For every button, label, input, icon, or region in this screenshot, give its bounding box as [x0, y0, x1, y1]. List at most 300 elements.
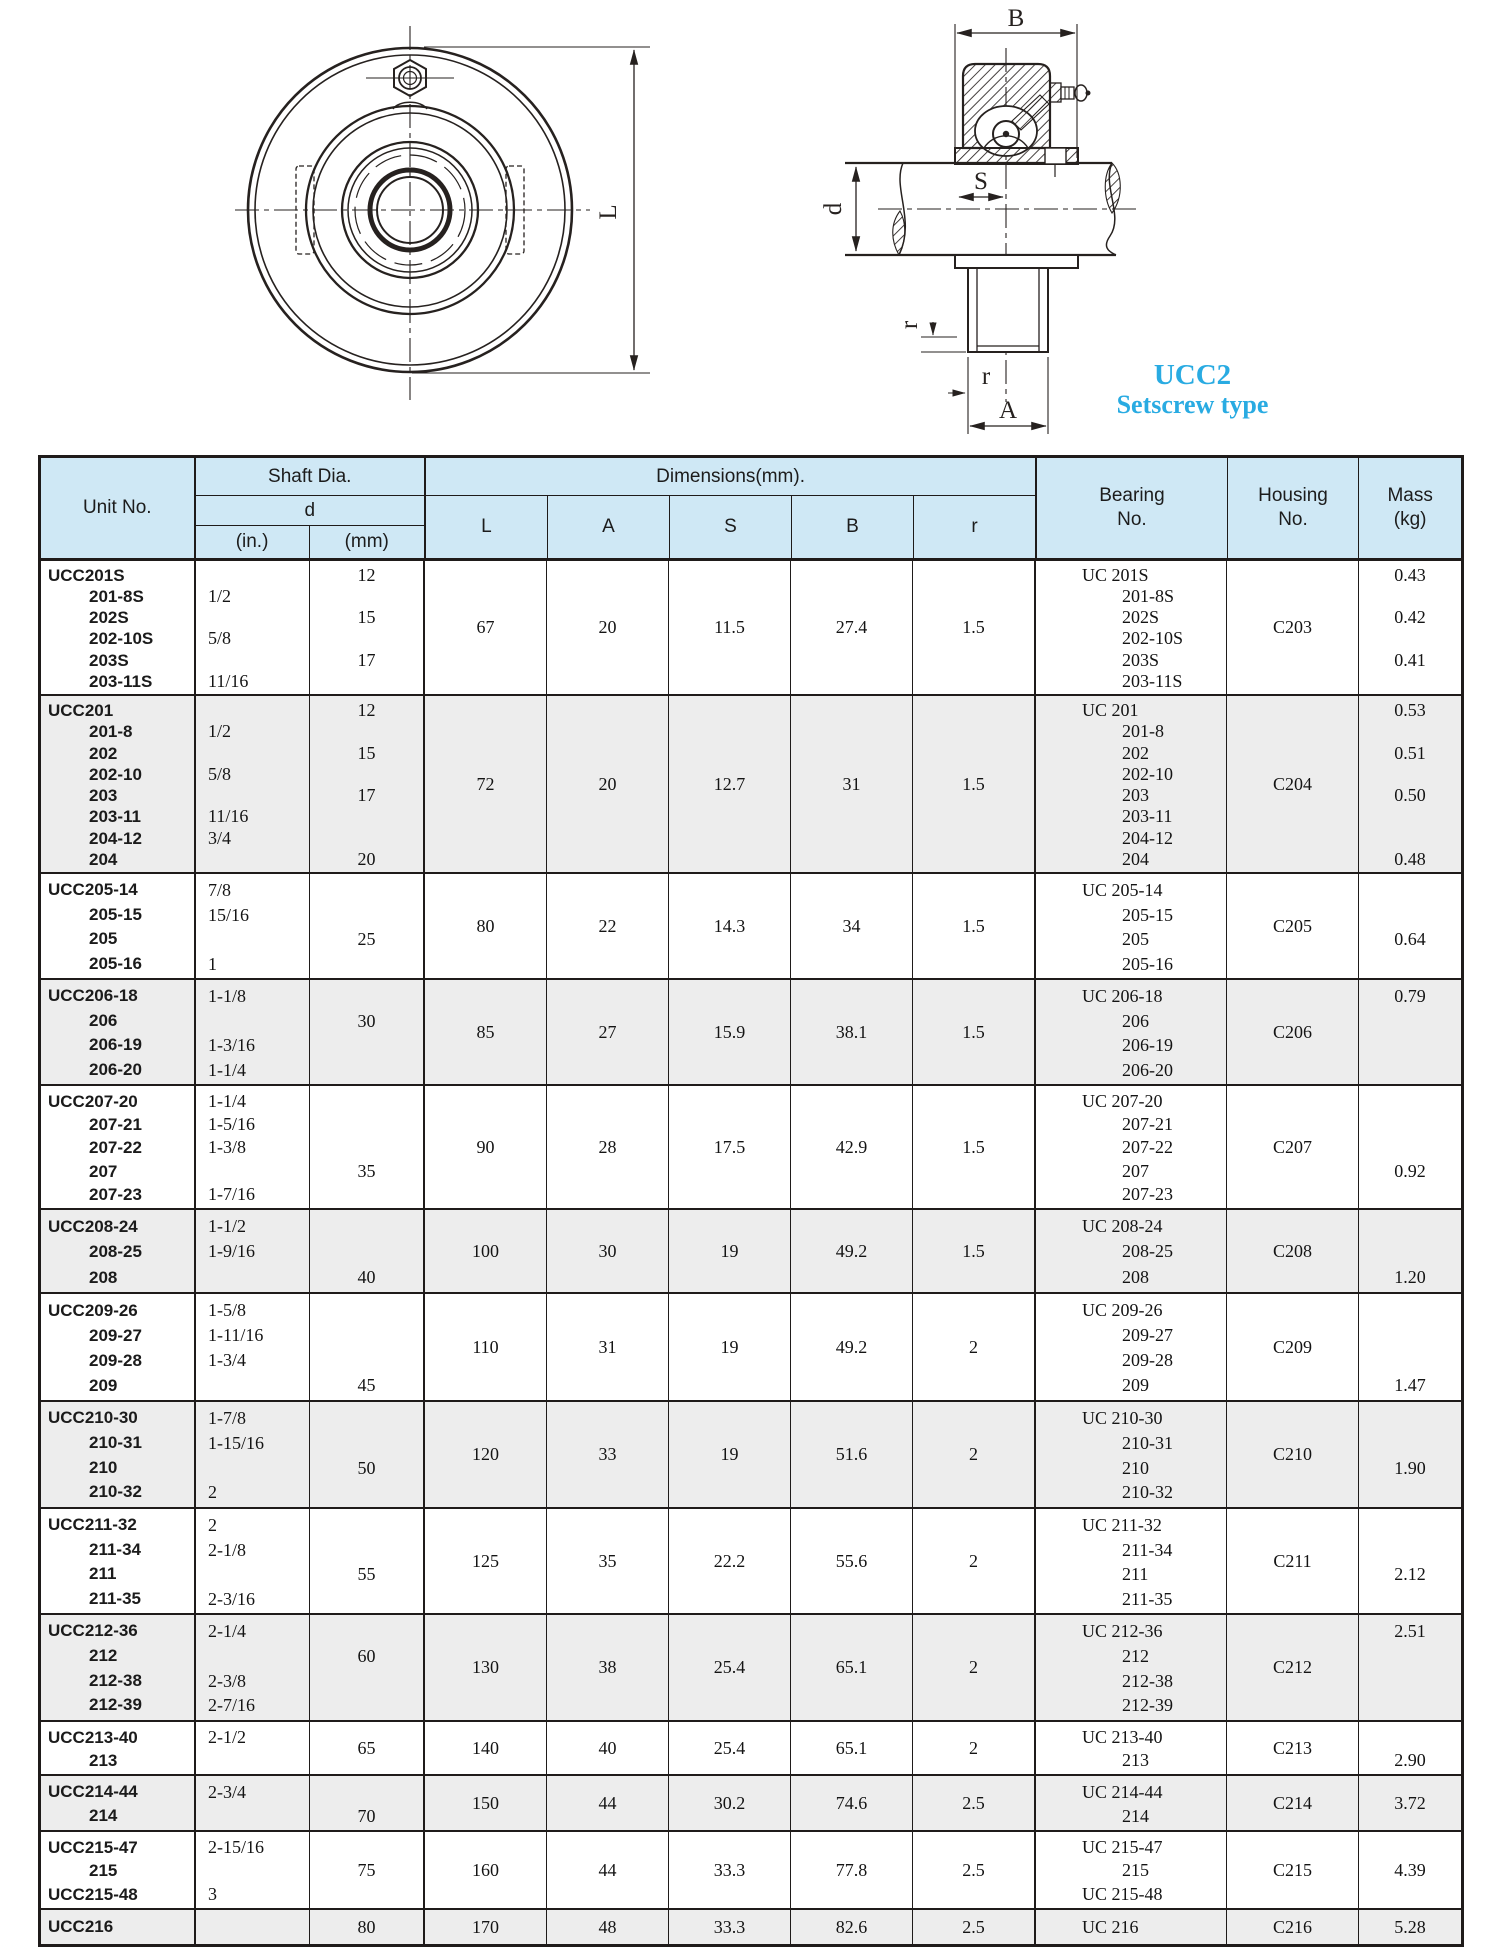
dim-r-cell: 1.5 — [913, 980, 1036, 1084]
housing-no-cell: C206 — [1227, 980, 1359, 1084]
shaft-dia-in — [196, 785, 309, 806]
shaft-dia-mm: 60 — [357, 1645, 376, 1666]
dim-label-B: B — [1007, 5, 1025, 32]
shaft-dia-mm-cell — [310, 874, 425, 978]
shaft-dia-mm: 12 — [357, 565, 376, 585]
dim-label-A: A — [998, 397, 1018, 424]
shaft-dia-in: 1-1/4 — [208, 1091, 246, 1111]
shaft-dia-in — [196, 743, 309, 764]
dim-S-cell: 25.4 — [669, 1615, 791, 1720]
unit-no: UCC201S — [48, 566, 125, 585]
shaft-dia-d-label: d — [196, 496, 424, 526]
bearing-no: UC 215-48 — [1082, 1883, 1163, 1904]
shaft-dia-in-cell — [196, 1210, 310, 1292]
shaft-dia-mm-cell — [310, 696, 425, 872]
shaft-dia-in: 1-5/16 — [208, 1114, 255, 1135]
bearing-no: 211-35 — [1122, 1588, 1173, 1609]
unit-no-cell — [41, 1776, 196, 1830]
shaft-dia-mm — [310, 1587, 423, 1612]
unit-no: 204-12 — [89, 828, 142, 848]
shaft-dia-in — [196, 849, 309, 870]
shaft-dia-mm — [310, 1669, 423, 1694]
shaft-dia-in: 5/8 — [208, 628, 232, 649]
table-row — [41, 874, 1461, 980]
bearing-no-cell — [1036, 1910, 1227, 1944]
bearing-no: 206 — [1122, 1010, 1149, 1031]
bearing-no: UC 214-44 — [1082, 1782, 1163, 1802]
shaft-dia-in: 2-1/4 — [208, 1621, 246, 1641]
dim-S-cell: 33.3 — [669, 1910, 791, 1944]
housing-no-cell: C205 — [1227, 874, 1359, 978]
dim-r-cell: 2 — [913, 1294, 1036, 1400]
shaft-dia-in-cell — [196, 1832, 310, 1908]
shaft-dia-in: 1/2 — [208, 586, 232, 607]
dim-r-cell: 2 — [913, 1615, 1036, 1720]
mass-cell — [1359, 874, 1461, 978]
unit-no: 208-25 — [89, 1242, 142, 1262]
dim-L-cell: 125 — [425, 1509, 547, 1613]
table-row — [41, 561, 1461, 696]
unit-no: 203S — [89, 650, 129, 670]
bearing-no-cell — [1036, 1210, 1227, 1292]
bearing-no: 201-8 — [1122, 721, 1164, 742]
dimension-r-bottom — [948, 363, 991, 393]
mass-cell — [1359, 980, 1461, 1084]
dim-A-cell: 38 — [547, 1615, 669, 1720]
bearing-no: 203-11S — [1122, 670, 1183, 691]
table-row — [41, 1722, 1461, 1776]
shaft-dia-mm — [310, 1513, 423, 1538]
shaft-dia-mm-cell — [310, 1294, 425, 1400]
shaft-dia-mm: 55 — [357, 1564, 376, 1584]
mass-value — [1359, 1033, 1461, 1058]
unit-no: UCC216 — [48, 1917, 114, 1936]
bearing-no: 213 — [1122, 1750, 1149, 1770]
shaft-dia-in-cell — [196, 1402, 310, 1507]
shaft-dia-mm: 20 — [357, 848, 376, 869]
unit-no: 201-8 — [89, 722, 133, 742]
unit-no: 203-11 — [89, 807, 141, 827]
dim-r-cell: 2.5 — [913, 1910, 1036, 1944]
mass-value — [1359, 1113, 1461, 1136]
mass-value — [1359, 952, 1461, 977]
unit-no: 207-21 — [89, 1115, 142, 1135]
dim-B-cell: 65.1 — [791, 1615, 913, 1720]
dim-B-cell: 34 — [791, 874, 913, 978]
dim-S-cell: 33.3 — [669, 1832, 791, 1908]
mass-value: 0.64 — [1394, 929, 1426, 949]
dim-label-L: L — [595, 204, 622, 220]
dimension-r-side — [896, 320, 966, 352]
shaft-dia-in — [196, 1749, 309, 1772]
mass-value: 0.92 — [1394, 1160, 1426, 1181]
mass-value: 2.51 — [1394, 1621, 1426, 1641]
unit-no: 211-34 — [89, 1539, 141, 1559]
dim-L-cell: 85 — [425, 980, 547, 1084]
dim-A-cell: 31 — [547, 1294, 669, 1400]
bearing-no: 203-11 — [1122, 806, 1173, 827]
unit-no: 203 — [89, 786, 118, 805]
dim-S-cell: 11.5 — [669, 561, 791, 694]
dim-S-cell: 19 — [669, 1294, 791, 1400]
shaft-dia-mm — [310, 1780, 423, 1804]
col-header-A: A — [548, 496, 670, 558]
bearing-no: 209-27 — [1122, 1325, 1173, 1345]
mass-cell — [1359, 1509, 1461, 1613]
shaft-dia-in-cell — [196, 1615, 310, 1720]
table-row — [41, 980, 1461, 1086]
table-row — [41, 1210, 1461, 1294]
shaft-dia-in: 15/16 — [208, 904, 250, 925]
bearing-no: 202-10 — [1122, 763, 1173, 784]
mass-value — [1359, 1298, 1461, 1323]
shaft-dia-in — [196, 1914, 309, 1940]
bearing-no: 211 — [1122, 1564, 1149, 1584]
dim-L-cell: 150 — [425, 1776, 547, 1830]
dim-L-cell: 120 — [425, 1402, 547, 1507]
mass-value — [1359, 628, 1461, 649]
unit-no: 215 — [89, 1861, 118, 1881]
shaft-dia-mm — [310, 721, 423, 742]
shaft-dia-in: 1-3/4 — [208, 1350, 246, 1370]
unit-no-cell — [41, 1722, 196, 1774]
shaft-dia-in: 2-3/4 — [208, 1782, 246, 1802]
shaft-dia-in-cell — [196, 696, 310, 872]
shaft-dia-mm — [310, 671, 423, 692]
dim-r-cell: 1.5 — [913, 874, 1036, 978]
unit-no-cell — [41, 561, 196, 694]
dim-S-cell: 19 — [669, 1210, 791, 1292]
bearing-no-cell — [1036, 980, 1227, 1084]
bearing-no: 212 — [1122, 1645, 1149, 1666]
col-header-bearing-no — [1037, 458, 1227, 558]
product-series-caption — [1085, 360, 1300, 419]
housing-no-cell: C213 — [1227, 1722, 1359, 1774]
dim-S-cell: 19 — [669, 1402, 791, 1507]
shaft-dia-in: 3/4 — [208, 827, 232, 848]
mass-value — [1359, 878, 1461, 903]
mass-value — [1359, 806, 1461, 827]
dim-L-cell: 140 — [425, 1722, 547, 1774]
table-row — [41, 1776, 1461, 1832]
shaft-dia-mm — [310, 1239, 423, 1264]
dim-B-cell: 38.1 — [791, 980, 913, 1084]
dim-A-cell: 27 — [547, 980, 669, 1084]
mass-value: 0.53 — [1394, 700, 1426, 720]
bearing-no-line2: No. — [1117, 509, 1147, 530]
unit-no-cell — [41, 1509, 196, 1613]
shaft-dia-in — [196, 1859, 309, 1882]
col-header-r: r — [971, 516, 978, 537]
mass-value — [1359, 586, 1461, 607]
shaft-dia-mm — [310, 1406, 423, 1431]
dim-L-cell: 80 — [425, 874, 547, 978]
dim-r-cell: 2.5 — [913, 1776, 1036, 1830]
dim-r-cell: 2 — [913, 1402, 1036, 1507]
unit-no: 209-27 — [89, 1326, 142, 1345]
unit-no: UCC208-24 — [48, 1217, 138, 1236]
shaft-dia-mm-cell — [310, 980, 425, 1084]
col-header-shaft-dia — [196, 458, 426, 558]
housing-no-cell: C212 — [1227, 1615, 1359, 1720]
dim-L-cell: 67 — [425, 561, 547, 694]
bearing-no-line1: Bearing — [1099, 485, 1165, 506]
shaft-dia-in: 2-1/8 — [208, 1539, 246, 1560]
grease-nipple-icon — [1050, 83, 1091, 102]
shaft-dia-mm — [310, 628, 423, 649]
bearing-no: 207-21 — [1122, 1114, 1173, 1135]
shaft-dia-in: 11/16 — [208, 806, 249, 827]
col-header-mm: (mm) — [344, 531, 389, 552]
bearing-no: UC 201S — [1082, 565, 1149, 585]
unit-no-cell — [41, 874, 196, 978]
dim-r-cell: 1.5 — [913, 561, 1036, 694]
unit-no: 209 — [89, 1376, 118, 1395]
dim-L-cell: 160 — [425, 1832, 547, 1908]
mass-value: 0.41 — [1394, 649, 1426, 670]
dim-B-cell: 27.4 — [791, 561, 913, 694]
dim-A-cell: 28 — [547, 1086, 669, 1208]
shaft-dia-mm — [310, 764, 423, 785]
dim-A-cell: 20 — [547, 561, 669, 694]
unit-no: 206 — [89, 1010, 118, 1030]
bearing-no: 207 — [1122, 1160, 1149, 1181]
unit-no: UCC205-14 — [48, 880, 138, 899]
unit-no: 207-23 — [89, 1184, 142, 1204]
table-row — [41, 1509, 1461, 1615]
shaft-dia-in — [196, 1009, 309, 1034]
shaft-dia-mm-cell: 75 — [310, 1832, 425, 1908]
dim-B-cell: 65.1 — [791, 1722, 913, 1774]
shaft-dia-in: 1 — [208, 953, 217, 974]
unit-no: 213 — [89, 1751, 118, 1770]
col-header-housing-no — [1228, 458, 1360, 558]
unit-no-cell — [41, 980, 196, 1084]
unit-no-cell — [41, 1832, 196, 1908]
housing-no-cell: C215 — [1227, 1832, 1359, 1908]
unit-no: 204 — [89, 849, 118, 869]
housing-no-cell: C211 — [1227, 1509, 1359, 1613]
dim-B-cell: 55.6 — [791, 1509, 913, 1613]
unit-no: 202-10S — [89, 629, 154, 649]
shaft-dia-in-cell — [196, 1722, 310, 1774]
shaft-dia-mm-cell — [310, 1210, 425, 1292]
bearing-no: UC 205-14 — [1082, 880, 1163, 900]
bearing-no: 209-28 — [1122, 1350, 1173, 1370]
mass-cell: 3.72 — [1394, 1792, 1426, 1813]
unit-no: 210 — [89, 1457, 118, 1477]
unit-no: UCC212-36 — [48, 1621, 138, 1640]
mass-line1: Mass — [1387, 485, 1433, 506]
mass-value: 0.48 — [1394, 848, 1426, 869]
shaft-dia-in-cell — [196, 1294, 310, 1400]
mass-cell — [1359, 696, 1461, 872]
shaft-dia-in: 1-9/16 — [208, 1241, 255, 1262]
shaft-dia-mm-cell — [310, 1086, 425, 1208]
bearing-no-cell — [1036, 1294, 1227, 1400]
dim-L-cell: 72 — [425, 696, 547, 872]
dimension-d — [820, 167, 856, 251]
shaft-dia-mm — [310, 1214, 423, 1239]
table-row — [41, 1910, 1461, 1944]
unit-no: 212-38 — [89, 1670, 142, 1690]
shaft-dia-mm — [310, 952, 423, 977]
dim-B-cell: 42.9 — [791, 1086, 913, 1208]
shaft-dia-mm: 15 — [357, 742, 376, 763]
dim-L-cell: 110 — [425, 1294, 547, 1400]
shaft-dia-in: 1-7/8 — [208, 1408, 246, 1428]
housing-no-cell: C204 — [1227, 696, 1359, 872]
mass-value — [1359, 1058, 1461, 1083]
mass-value — [1359, 764, 1461, 785]
dim-label-d: d — [820, 202, 847, 216]
mass-value: 1.20 — [1394, 1266, 1426, 1287]
unit-no: 206-19 — [89, 1035, 142, 1054]
col-header-mass — [1359, 458, 1461, 558]
bearing-no: UC 210-30 — [1082, 1408, 1163, 1428]
shaft-dia-mm — [310, 984, 423, 1009]
shaft-dia-in: 1-3/8 — [208, 1137, 246, 1158]
unit-no-cell — [41, 1210, 196, 1292]
unit-no: 208 — [89, 1267, 118, 1287]
mass-value: 0.79 — [1394, 986, 1426, 1006]
shaft-dia-mm: 35 — [357, 1160, 376, 1181]
setscrew — [1045, 148, 1066, 164]
unit-no: 209-28 — [89, 1351, 142, 1370]
shaft-dia-in: 1-1/4 — [208, 1059, 246, 1080]
unit-no: 205-16 — [89, 953, 142, 973]
bearing-no: 202 — [1122, 742, 1149, 763]
shaft-dia-in — [196, 1265, 309, 1290]
mass-value: 0.51 — [1394, 742, 1426, 763]
mass-value — [1359, 1214, 1461, 1239]
bearing-no: 210-32 — [1122, 1482, 1173, 1503]
unit-no: UCC201 — [48, 701, 114, 720]
table-row — [41, 1086, 1461, 1210]
unit-no: 205-15 — [89, 904, 142, 924]
table-row — [41, 1402, 1461, 1509]
sleeve-section — [955, 255, 1078, 352]
shaft-dia-in: 11/16 — [208, 670, 249, 691]
shaft-dia-in: 2-3/8 — [208, 1670, 246, 1691]
dim-B-cell: 51.6 — [791, 1402, 913, 1507]
housing-no-cell: C207 — [1227, 1086, 1359, 1208]
dim-r-cell: 1.5 — [913, 1210, 1036, 1292]
unit-no: 211-35 — [89, 1588, 141, 1608]
mass-value — [1359, 1323, 1461, 1348]
bearing-no: UC 209-26 — [1082, 1300, 1163, 1320]
bearing-no: UC 216 — [1082, 1917, 1139, 1937]
dim-r-cell: 1.5 — [913, 696, 1036, 872]
shaft-dia-mm — [310, 1033, 423, 1058]
unit-no: 212 — [89, 1645, 118, 1665]
mass-cell — [1359, 1210, 1461, 1292]
bearing-no-cell — [1036, 1615, 1227, 1720]
shaft-dia-in: 2 — [208, 1482, 217, 1503]
dim-B-cell: 74.6 — [791, 1776, 913, 1830]
shaft-dia-in: 1-15/16 — [208, 1432, 264, 1453]
shaft-dia-in — [196, 1456, 309, 1481]
housing-no-cell: C214 — [1227, 1776, 1359, 1830]
shaft-dia-mm-cell: 80 — [310, 1910, 425, 1944]
mass-cell — [1359, 1086, 1461, 1208]
mass-value — [1359, 1348, 1461, 1373]
dim-A-cell: 20 — [547, 696, 669, 872]
shaft-dia-mm — [310, 1058, 423, 1083]
unit-no: 207 — [89, 1161, 118, 1181]
series-name: UCC2 — [1153, 359, 1232, 391]
unit-no-cell — [41, 1402, 196, 1507]
mass-value: 1.47 — [1394, 1375, 1426, 1395]
bearing-no: UC 213-40 — [1082, 1727, 1163, 1747]
shaft-dia-in: 1-5/8 — [208, 1300, 246, 1320]
mass-value — [1359, 1239, 1461, 1264]
bearing-no: UC 207-20 — [1082, 1091, 1163, 1111]
bearing-no: 207-23 — [1122, 1183, 1173, 1204]
mass-value — [1359, 1587, 1461, 1612]
dim-A-cell: 33 — [547, 1402, 669, 1507]
dim-label-r-bottom: r — [981, 363, 991, 390]
col-header-L: L — [426, 496, 548, 558]
bearing-no: UC 208-24 — [1082, 1216, 1163, 1236]
shaft-dia-mm-cell — [310, 1509, 425, 1613]
dim-label-S: S — [974, 168, 988, 195]
bearing-no: 211-34 — [1122, 1539, 1173, 1560]
shaft-dia-mm — [310, 806, 423, 827]
dim-A-cell: 22 — [547, 874, 669, 978]
dim-S-cell: 12.7 — [669, 696, 791, 872]
shaft-dia-in — [196, 700, 309, 721]
dim-S-cell: 14.3 — [669, 874, 791, 978]
bearing-no: 201-8S — [1122, 586, 1175, 607]
bearing-no: 203S — [1122, 649, 1160, 670]
shaft-dia-in: 1-3/16 — [208, 1035, 255, 1055]
shaft-dia-in: 2 — [208, 1515, 217, 1535]
shaft-dia-in: 1-11/16 — [208, 1325, 264, 1345]
shaft-dia-in: 2-15/16 — [208, 1837, 264, 1857]
shaft-dia-mm — [310, 1113, 423, 1136]
dim-r-cell: 2.5 — [913, 1832, 1036, 1908]
dim-A-cell: 40 — [547, 1722, 669, 1774]
mass-cell: 4.39 — [1394, 1859, 1426, 1880]
bearing-no: 214 — [1122, 1806, 1149, 1826]
shaft-dia-in — [196, 565, 309, 586]
table-row — [41, 1832, 1461, 1910]
mass-value — [1359, 1669, 1461, 1694]
unit-no: UCC215-47 — [48, 1838, 138, 1857]
dim-S-cell: 30.2 — [669, 1776, 791, 1830]
bearing-no: UC 212-36 — [1082, 1621, 1163, 1641]
mass-value: 2.90 — [1394, 1750, 1426, 1770]
bearing-no: 206-20 — [1122, 1059, 1173, 1080]
mass-value — [1359, 903, 1461, 928]
shaft-dia-in-cell — [196, 980, 310, 1084]
shaft-dia-mm: 17 — [357, 785, 376, 805]
unit-no: UCC207-20 — [48, 1092, 138, 1111]
housing-section — [963, 64, 1050, 156]
shaft-dia-mm — [310, 878, 423, 903]
bearing-no: 207-22 — [1122, 1137, 1173, 1158]
shaft-dia-in-cell — [196, 1910, 310, 1944]
shaft-dia-in: 1-1/8 — [208, 986, 246, 1006]
bearing-no: 210 — [1122, 1457, 1149, 1478]
bearing-no: 204-12 — [1122, 827, 1173, 848]
bearing-no: 202S — [1122, 607, 1160, 628]
shaft-dia-mm — [310, 1298, 423, 1323]
shaft-dia-in: 1/2 — [208, 721, 232, 742]
bearing-no: 205 — [1122, 929, 1149, 949]
unit-no: 212-39 — [89, 1695, 142, 1715]
